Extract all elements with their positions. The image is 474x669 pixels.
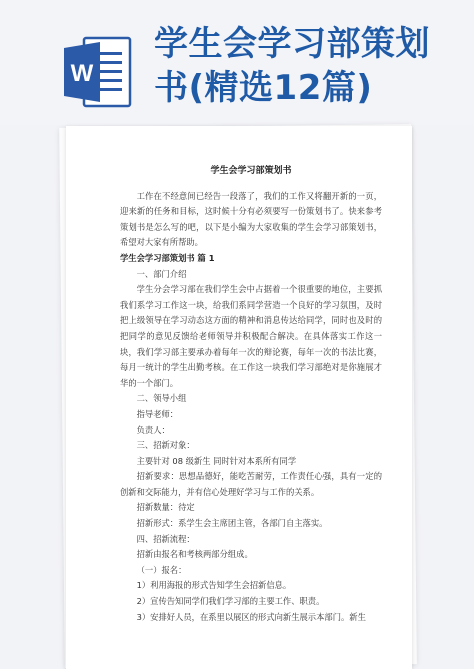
section-heading: 学生会学习部策划书 篇 1 — [120, 252, 215, 263]
list-item: 一、部门介绍 — [136, 268, 187, 279]
list-item: 负责人： — [136, 424, 170, 435]
title-line-2: 书(精选12篇) — [154, 68, 373, 108]
title-line-1: 学生会学习部策划 — [154, 24, 430, 64]
list-item: 招新由报名和考核两部分组成。 — [136, 549, 253, 560]
list-item: 3）安排好人员，在系里以展区的形式向新生展示本部门。新生 — [136, 611, 366, 622]
paragraph: 学生分会学习部在我们学生会中占据着一个很重要的地位，主要抓我们系学习工作这一块，给我们系同学营造一个良好的学习氛围，及时把上级领导在学习动态这方面的精神和消息传达给同学，同时也及时的把同学的意见反馈给老师领导并积极配合解决。在具体落实工作这一块，我们学习部主要承办着每年一次的辩论赛，每年一次的书法比赛，每月一统计的学生出勤考核。在工作这一块我们学习部绝对是你施展才华的一个部门。 — [120, 284, 382, 388]
document-body — [120, 164, 382, 625]
list-item: 指导老师： — [136, 408, 179, 419]
document-page — [66, 126, 412, 669]
list-item: 三、招新对象： — [136, 440, 195, 451]
svg-text:W: W — [70, 60, 94, 87]
list-item: 主要针对 08 级新生 同时针对本系所有同学 — [136, 455, 297, 466]
word-document-icon — [62, 36, 134, 108]
list-item: 招新形式：系学生会主席团主管，各部门自主落实。 — [136, 518, 328, 529]
list-item: 四、招新流程： — [136, 533, 195, 544]
list-item: 招新数量：待定 — [136, 502, 195, 513]
list-item: （一）报名： — [136, 564, 187, 575]
header-banner — [0, 0, 474, 125]
list-item: 二、领导小组 — [136, 393, 187, 404]
list-item: 1）利用海报的形式告知学生会招新信息。 — [136, 580, 292, 591]
list-item: 2）宣传告知同学们我们学习部的主要工作、职责。 — [136, 596, 325, 607]
paragraph: 招新要求：思想品德好，能吃苦耐劳，工作责任心强，具有一定的创新和交际能力，并有信心处理好学习与工作的关系。 — [120, 471, 382, 497]
page-title: 学生会学习部策划书 — [210, 166, 292, 176]
intro-paragraph: 工作在不经意间已经告一段落了，我们的工作又将翻开新的一页，迎来新的任务和目标，这时候十分有必须要写一份策划书了。快来参考策划书是怎么写的吧，以下是小编为大家收集的学生会学习部策划书，希望对大家有所帮助。 — [120, 190, 382, 248]
document-title — [154, 22, 464, 110]
